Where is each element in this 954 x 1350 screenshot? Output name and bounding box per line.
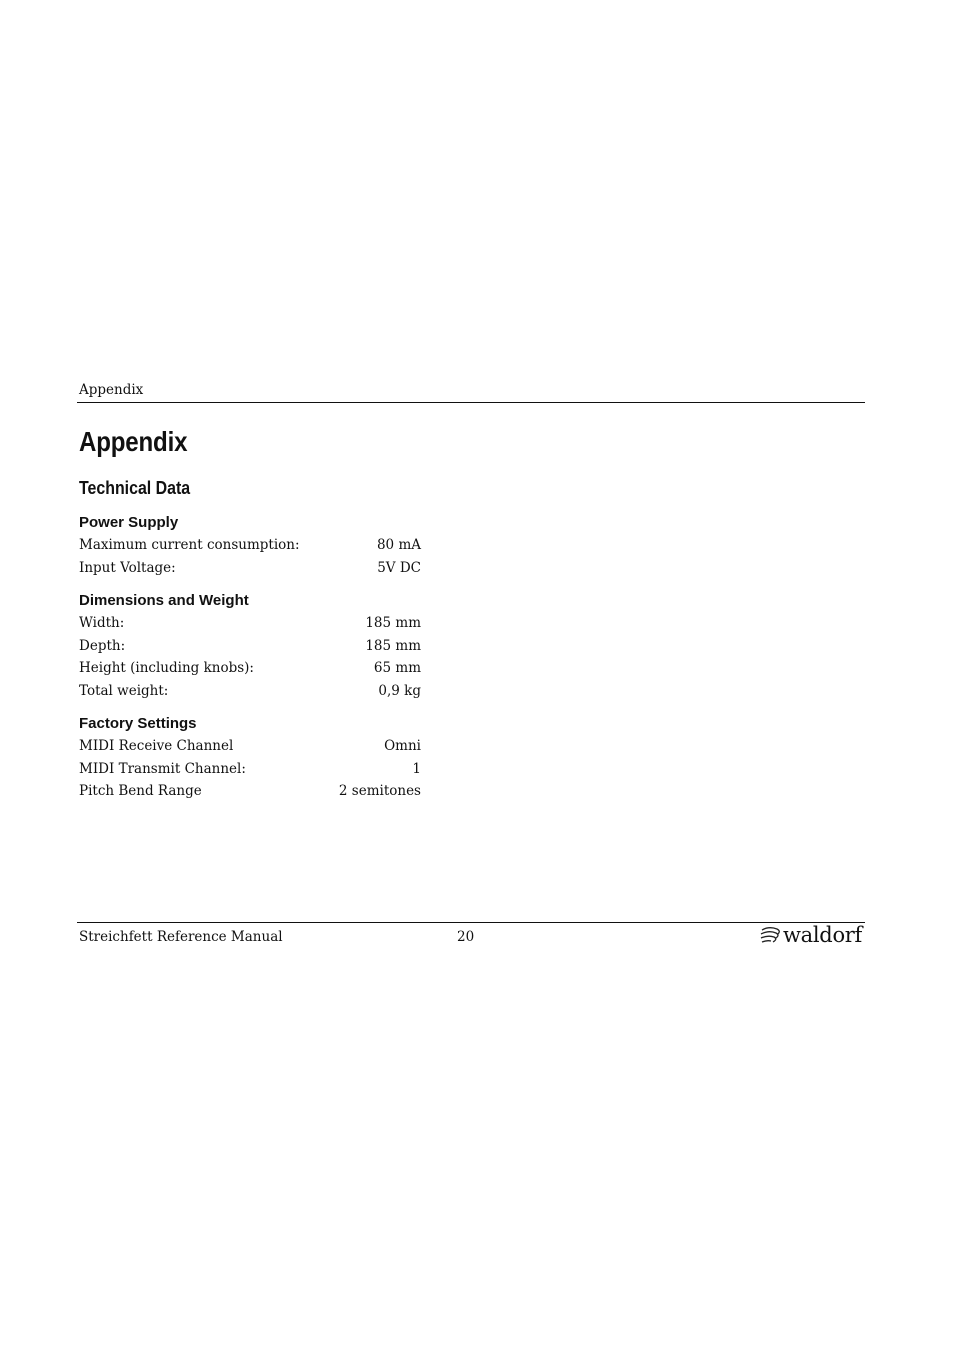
spec-group-dimensions-weight (79, 590, 421, 702)
waldorf-wave-logo-icon (760, 925, 782, 945)
page-title: Appendix (79, 426, 188, 457)
footer-divider (77, 922, 865, 923)
spec-label: Total weight: (79, 682, 169, 699)
header-divider (77, 402, 865, 403)
spec-group-factory-settings (79, 713, 421, 803)
spec-label: MIDI Transmit Channel: (79, 760, 246, 777)
spec-row (79, 557, 421, 580)
spec-label: Depth: (79, 637, 126, 654)
spec-value: 2 semitones (338, 783, 421, 799)
spec-value: 185 mm (365, 615, 421, 631)
spec-value: 185 mm (365, 637, 421, 654)
group-title: Factory Settings (79, 715, 197, 732)
spec-label: MIDI Receive Channel (79, 738, 234, 754)
spec-value: 5V DC (377, 559, 421, 576)
spec-label: Height (including knobs): (79, 660, 254, 676)
spec-row (79, 534, 421, 557)
spec-value: 65 mm (373, 660, 421, 676)
footer-manual-title: Streichfett Reference Manual (79, 929, 283, 945)
running-header: Appendix (79, 382, 144, 398)
spec-label: Input Voltage: (79, 559, 176, 576)
spec-row (79, 780, 421, 803)
spec-value: 1 (412, 760, 421, 777)
waldorf-logo (760, 922, 864, 948)
spec-row (79, 735, 421, 758)
spec-row (79, 612, 421, 635)
spec-value: Omni (384, 738, 421, 754)
spec-value: 80 mA (376, 537, 421, 553)
spec-label: Width: (79, 615, 125, 631)
spec-value: 0,9 kg (378, 682, 421, 699)
page-number: 20 (457, 929, 475, 945)
spec-row (79, 680, 421, 703)
spec-row (79, 635, 421, 658)
group-title: Dimensions and Weight (79, 592, 249, 609)
spec-label: Pitch Bend Range (79, 783, 202, 799)
logo-wordmark: waldorf (783, 923, 863, 947)
spec-label: Maximum current consumption: (79, 537, 300, 553)
group-title: Power Supply (79, 514, 179, 531)
section-title: Technical Data (79, 477, 191, 498)
spec-group-power-supply (79, 512, 421, 579)
spec-row (79, 758, 421, 781)
spec-row (79, 657, 421, 680)
